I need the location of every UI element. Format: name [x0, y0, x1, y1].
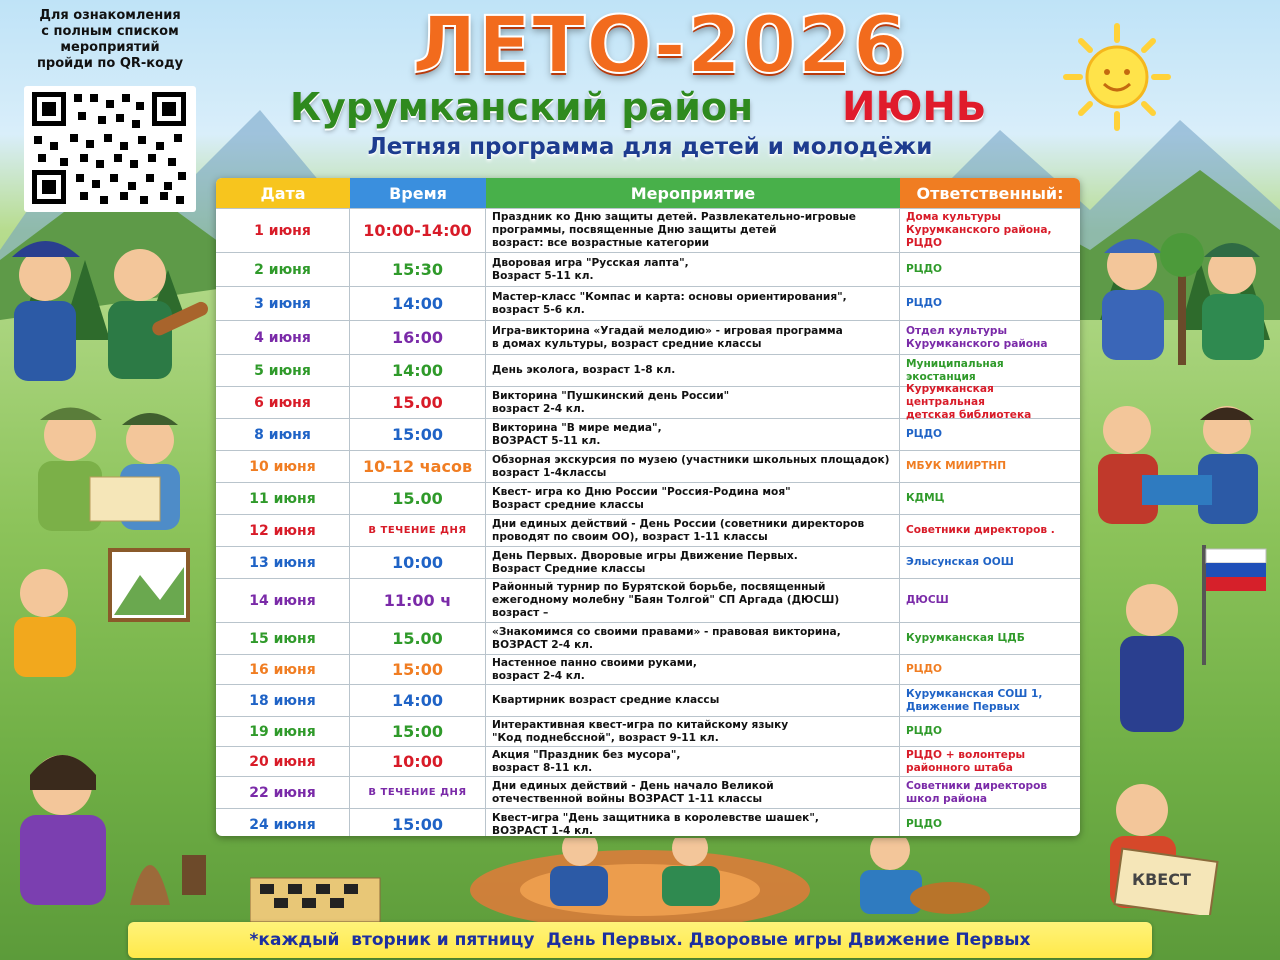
- table-body: [216, 208, 1080, 836]
- table-row: [216, 654, 1080, 684]
- table-header: [216, 178, 1080, 208]
- row-time: 15:00: [350, 419, 486, 450]
- table-row: [216, 578, 1080, 622]
- row-date: 19 июня: [216, 717, 350, 746]
- row-event: Дворовая игра "Русская лапта", Возраст 5-11 кл.: [486, 253, 900, 286]
- table-row: [216, 622, 1080, 654]
- row-date: 2 июня: [216, 253, 350, 286]
- row-event: Квест- игра ко Дню России "Россия-Родина моя" Возраст средние классы: [486, 483, 900, 514]
- table-row: [216, 546, 1080, 578]
- quest-sign-text: КВЕСТ: [1132, 870, 1191, 889]
- row-date: 5 июня: [216, 355, 350, 386]
- row-time: 15:30: [350, 253, 486, 286]
- table-row: [216, 808, 1080, 836]
- row-date: 8 июня: [216, 419, 350, 450]
- row-time: 10-12 часов: [350, 451, 486, 482]
- table-row: [216, 354, 1080, 386]
- row-time: 15:00: [350, 809, 486, 836]
- row-event: Дни единых действий - День России (советники директоров проводят по своим ОО), возраст 1-11 классы: [486, 515, 900, 546]
- qr-instruction: [10, 8, 210, 72]
- table-row: [216, 450, 1080, 482]
- row-responsible: РЦДО: [906, 818, 943, 830]
- row-time: 11:00 ч: [350, 579, 486, 622]
- row-event: «Знакомимся со своими правами» - правовая викторина, ВОЗРАСТ 2-4 кл.: [486, 623, 900, 654]
- row-responsible: РЦДО: [906, 263, 943, 275]
- row-date: 10 июня: [216, 451, 350, 482]
- row-event: Дни единых действий - День начало Великой отечественной войны ВОЗРАСТ 1-11 классы: [486, 777, 900, 808]
- table-row: [216, 320, 1080, 354]
- row-time: 14:00: [350, 355, 486, 386]
- row-responsible: Советники директоров школ района: [906, 779, 1048, 805]
- row-event: Квест-игра "День защитника в королевстве шашек", ВОЗРАСТ 1-4 кл.: [486, 809, 900, 836]
- row-date: 20 июня: [216, 747, 350, 776]
- row-date: 3 июня: [216, 287, 350, 320]
- row-responsible: ДЮСШ: [906, 594, 949, 606]
- row-responsible: Отдел культуры Курумканского района: [906, 324, 1048, 350]
- header-event: Мероприятие: [486, 178, 900, 208]
- row-time: 15.00: [350, 387, 486, 418]
- table-row: [216, 746, 1080, 776]
- row-date: 18 июня: [216, 685, 350, 716]
- program-subtitle: Летняя программа для детей и молодёжи: [367, 134, 933, 160]
- row-time: 10:00-14:00: [350, 209, 486, 252]
- row-date: 14 июня: [216, 579, 350, 622]
- row-date: 22 июня: [216, 777, 350, 808]
- row-date: 16 июня: [216, 655, 350, 684]
- row-event: Праздник ко Дню защиты детей. Развлекательно-игровые программы, посвященные Дню защиты детей возраст: все возрастные категории: [486, 209, 900, 252]
- table-row: [216, 208, 1080, 252]
- row-time: 10:00: [350, 547, 486, 578]
- row-event: Акция "Праздник без мусора", возраст 8-11 кл.: [486, 747, 900, 776]
- footer-banner: [128, 922, 1152, 958]
- header-time: Время: [350, 178, 486, 208]
- row-date: 24 июня: [216, 809, 350, 836]
- table-row: [216, 514, 1080, 546]
- row-time: 15:00: [350, 717, 486, 746]
- row-responsible: Курумканская СОШ 1, Движение Первых: [906, 687, 1043, 713]
- row-time: 15:00: [350, 655, 486, 684]
- qr-code-icon: [24, 86, 196, 212]
- row-event: День Первых. Дворовые игры Движение Первых. Возраст Средние классы: [486, 547, 900, 578]
- row-date: 1 июня: [216, 209, 350, 252]
- row-responsible: РЦДО: [906, 725, 943, 737]
- row-event: Викторина "Пушкинский день России" возраст 2-4 кл.: [486, 387, 900, 418]
- row-date: 6 июня: [216, 387, 350, 418]
- row-responsible: РЦДО + волонтеры районного штаба: [906, 748, 1026, 774]
- page-title: ЛЕТО-2026: [411, 1, 909, 91]
- table-row: [216, 286, 1080, 320]
- row-event: Мастер-класс "Компас и карта: основы ориентирования", возраст 5-6 кл.: [486, 287, 900, 320]
- row-date: 11 июня: [216, 483, 350, 514]
- row-time: В ТЕЧЕНИЕ ДНЯ: [350, 777, 486, 808]
- row-time: 16:00: [350, 321, 486, 354]
- row-responsible: Муниципальная экостанция: [906, 357, 1004, 383]
- row-time: 14:00: [350, 287, 486, 320]
- row-time: 15.00: [350, 483, 486, 514]
- row-event: Интерактивная квест-игра по китайскому языку "Код поднебссной", возраст 9-11 кл.: [486, 717, 900, 746]
- row-event: Квартирник возраст средние классы: [486, 685, 900, 716]
- district-title: Курумканский район: [290, 85, 754, 129]
- row-responsible: Элысунская ООШ: [906, 556, 1014, 568]
- left-illustrations: [0, 215, 215, 915]
- row-responsible: КДМЦ: [906, 492, 945, 504]
- row-responsible: МБУК МИИРТНП: [906, 460, 1007, 472]
- row-responsible: РЦДО: [906, 428, 943, 440]
- row-date: 4 июня: [216, 321, 350, 354]
- row-responsible: Курумканская центральная детская библиотека: [906, 383, 1032, 421]
- table-row: [216, 252, 1080, 286]
- bottom-illustrations: [250, 838, 1030, 922]
- right-illustrations: [1082, 215, 1280, 915]
- qr-code[interactable]: [24, 86, 196, 212]
- header-responsible: Ответственный:: [900, 178, 1080, 208]
- sun-icon: [1062, 22, 1172, 132]
- table-row: [216, 482, 1080, 514]
- row-event: День эколога, возраст 1-8 кл.: [486, 355, 900, 386]
- row-event: Игра-викторина «Угадай мелодию» - игровая программа в домах культуры, возраст средние классы: [486, 321, 900, 354]
- row-responsible: РЦДО: [906, 297, 943, 309]
- row-time: В ТЕЧЕНИЕ ДНЯ: [350, 515, 486, 546]
- month-title: ИЮНЬ: [842, 84, 987, 130]
- footer-text: *каждый вторник и пятницу День Первых. Дворовые игры Движение Первых: [249, 930, 1031, 950]
- row-event: Районный турнир по Бурятской борьбе, посвященный ежегодному молебну "Баян Толгой" СП Аргада (ДЮСШ) возраст –: [486, 579, 900, 622]
- row-event: Настенное панно своими руками, возраст 2-4 кл.: [486, 655, 900, 684]
- table-row: [216, 716, 1080, 746]
- header-date: Дата: [216, 178, 350, 208]
- table-row: [216, 684, 1080, 716]
- row-date: 12 июня: [216, 515, 350, 546]
- row-event: Обзорная экскурсия по музею (участники школьных площадок) возраст 1-4классы: [486, 451, 900, 482]
- row-time: 15.00: [350, 623, 486, 654]
- row-date: 13 июня: [216, 547, 350, 578]
- table-row: [216, 383, 1080, 421]
- row-time: 14:00: [350, 685, 486, 716]
- qr-instruction-text: Для ознакомления с полным списком мероприятий пройди по QR-коду: [36, 8, 184, 71]
- row-responsible: Дома культуры Курумканского района, РЦДО: [906, 211, 1052, 249]
- row-event: Викторина "В мире медиа", ВОЗРАСТ 5-11 кл.: [486, 419, 900, 450]
- row-responsible: Советники директоров .: [906, 524, 1055, 536]
- row-time: 10:00: [350, 747, 486, 776]
- row-responsible: Курумканская ЦДБ: [906, 632, 1025, 644]
- row-responsible: РЦДО: [906, 663, 943, 675]
- schedule-table: [216, 178, 1080, 836]
- table-row: [216, 418, 1080, 450]
- row-date: 15 июня: [216, 623, 350, 654]
- table-row: [216, 776, 1080, 808]
